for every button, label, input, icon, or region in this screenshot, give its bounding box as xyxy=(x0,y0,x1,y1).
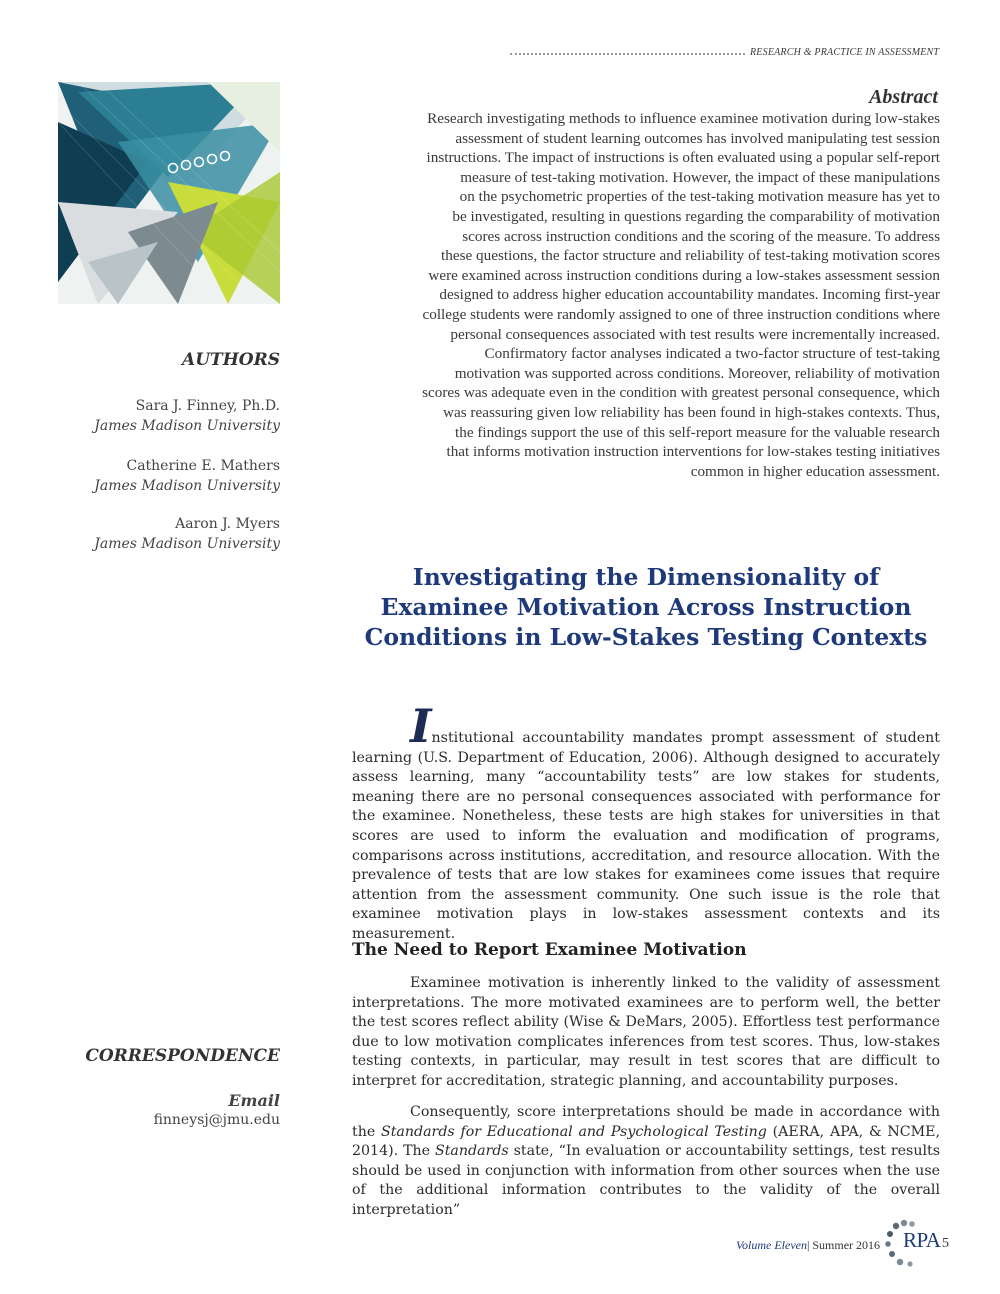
title-line: Investigating the Dimensionality of xyxy=(412,563,880,591)
author-name: Catherine E. Mathers xyxy=(126,458,280,474)
paragraph-text: Consequently, score interpretations should be made in accordance with the xyxy=(352,1104,940,1140)
title-line: Examinee Motivation Across Instruction xyxy=(380,593,912,621)
standards-title: Standards for Educational and Psychological Testing xyxy=(381,1123,767,1140)
page-number: 5 xyxy=(942,1236,949,1251)
abstract-line: on the psychometric properties of the test-taking motivation measure has yet to xyxy=(459,188,940,206)
author-block xyxy=(94,396,280,436)
abstract-line: Confirmatory factor analyses indicated a two-factor structure of test-taking xyxy=(484,345,940,363)
author-affiliation: James Madison University xyxy=(94,478,280,494)
abstract-line: measure of test-taking motivation. However, the impact of these manipulations xyxy=(460,168,940,186)
abstract-line: that informs motivation instruction interventions for low-stakes testing initiatives xyxy=(446,443,940,461)
abstract-line: be investigated, resulting in questions regarding the comparability of motivation xyxy=(452,207,940,225)
correspondence-heading: CORRESPONDENCE xyxy=(85,1046,280,1066)
cover-art-image xyxy=(58,82,280,304)
abstract-geometric-art xyxy=(58,82,280,304)
author-block xyxy=(94,456,280,496)
abstract-body xyxy=(352,109,940,481)
abstract-heading: Abstract xyxy=(869,86,938,108)
paragraph-text: (AERA, APA, & NCME, 2014). The xyxy=(352,1123,940,1160)
email-link[interactable]: finneysj@jmu.edu xyxy=(153,1112,280,1128)
author-block xyxy=(94,514,280,554)
abstract-line: personal consequences associated with test results were incrementally increased. xyxy=(450,325,940,343)
intro-text: nstitutional accountability mandates prompt assessment of student learning (U.S. Department of Education, 2006). Although designed to accurately assess learning, many “accountability tests” are low stakes for students, meaning there are no personal consequences associated with performance for the examinee. Nonetheless, these tests are high stakes for universities in that scores are used to inform the evaluation and modification of programs, comparisons across institutions, accreditation, and resource allocation. With the prevalence of tests that are low stakes for examinees come issues that require attention from the assessment community. One such issue is the role that examinee motivation plays in low-stakes assessment contexts and its measurement. xyxy=(352,730,940,942)
abstract-line: the findings support the use of this self-report measure for the valuable research xyxy=(455,423,940,441)
abstract-line: Research investigating methods to influence examinee motivation during low-stakes xyxy=(427,110,940,127)
intro-paragraph xyxy=(352,699,940,945)
abstract-line: motivation was supported across conditions. Moreover, reliability of motivation xyxy=(454,364,940,382)
title-line: Conditions in Low-Stakes Testing Contexts xyxy=(364,623,928,651)
volume-label: Volume Eleven xyxy=(736,1238,807,1252)
abstract-line: college students were randomly assigned to one of three instruction conditions where xyxy=(422,305,940,323)
abstract-line: assessment of student learning outcomes has involved manipulating test session xyxy=(455,129,940,147)
footer-volume xyxy=(736,1238,880,1253)
section-heading: The Need to Report Examinee Motivation xyxy=(352,940,747,960)
abstract-line: scores across instruction conditions and the scoring of the measure. To address xyxy=(462,227,940,245)
abstract-line: common in higher education assessment. xyxy=(690,462,940,480)
email-label: Email xyxy=(228,1091,280,1110)
rpa-logo-text: RPA xyxy=(903,1228,941,1252)
paragraph-text: Examinee motivation is inherently linked to the validity of assessment interpretations. The more motivated examinees are to perform well, the better the test scores reflect ability (Wise & DeMars, 2005). Effortless test performance due to low motivation complicates inferences from test scores. Thus, low-stakes testing contexts, in particular, may result in test scores that are difficult to interpret for accreditation, strategic planning, and accountability purposes. xyxy=(352,975,940,1089)
section-paragraph xyxy=(352,974,940,1092)
author-affiliation: James Madison University xyxy=(94,418,280,434)
author-name: Aaron J. Myers xyxy=(175,516,280,532)
paragraph-text: state, “In evaluation or accountability settings, test results should be used in conjunction with information from other sources when the use of the additional information contributes to the validity of the overall interpretation” xyxy=(352,1143,940,1218)
drop-cap: I xyxy=(410,699,432,753)
authors-heading: AUTHORS xyxy=(182,350,280,370)
issue-label: | Summer 2016 xyxy=(806,1238,881,1252)
running-header: RESEARCH & PRACTICE IN ASSESSMENT xyxy=(750,47,940,58)
abstract-line: designed to address higher education accountability mandates. Incoming first-year xyxy=(439,286,940,304)
abstract-line: were examined across instruction conditions during a low-stakes assessment session xyxy=(428,266,940,284)
standards-ref: Standards xyxy=(435,1143,509,1160)
header-rule xyxy=(510,53,745,55)
abstract-line: instructions. The impact of instructions is often evaluated using a popular self-report xyxy=(426,149,940,167)
author-affiliation: James Madison University xyxy=(94,536,280,552)
article-title xyxy=(352,562,940,652)
abstract-line: these questions, the factor structure and reliability of test-taking motivation scores xyxy=(441,247,940,265)
abstract-line: scores was adequate even in the condition with greatest personal consequence, which xyxy=(422,384,940,402)
section-paragraph xyxy=(352,1103,940,1221)
author-name: Sara J. Finney, Ph.D. xyxy=(135,398,280,414)
abstract-line: was reassuring given low reliability has been found in high-stakes contexts. Thus, xyxy=(442,403,940,421)
